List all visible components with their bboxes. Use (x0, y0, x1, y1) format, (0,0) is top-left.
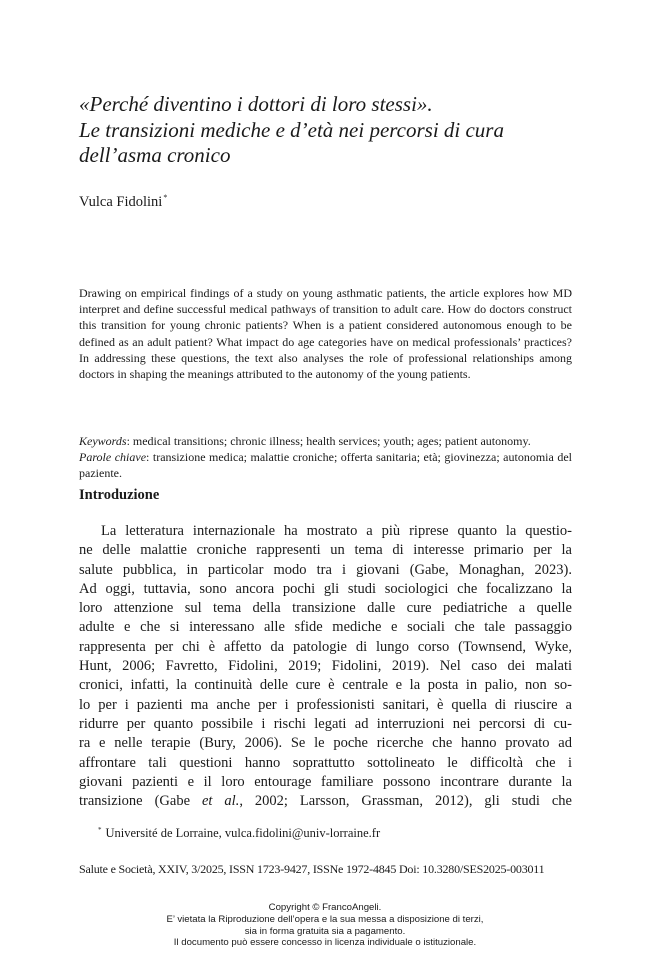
body-line: adulte e che si interessano alle sfide mediche e sociali che tale passaggio (79, 619, 572, 636)
footnote (98, 826, 380, 841)
body-text-run: transizione (Gabe (79, 793, 202, 810)
copyright-line: Il documento può essere concesso in licenza individuale o istituzionale. (173, 937, 477, 949)
body-paragraph (79, 522, 572, 811)
copyright-line: E’ vietata la Riproduzione dell’opera e la sua messa a disposizione di terzi, (166, 913, 484, 925)
footnote-marker: * (98, 826, 102, 834)
copyright-line: sia in forma gratuita sia a pagamento. (244, 925, 406, 937)
body-line (79, 792, 572, 811)
title-line: dell’asma cronico (79, 143, 231, 167)
body-line: loro attenzione sul tema della transizione dalle cure pediatriche a quelle (79, 600, 572, 617)
body-line: giovani pazienti e il loro entourage familiare possono incontrare durante la (79, 773, 572, 790)
citation-et-al: et al. (201, 793, 240, 810)
author-footnote-marker[interactable]: * (163, 193, 168, 202)
body-line: ridurre per quanto possibile i rischi legati ad interruzioni nei percorsi di cu- (79, 715, 572, 732)
copyright-notice (0, 902, 650, 949)
footnote-text: Université de Lorraine, vulca.fidolini@univ-lorraine.fr (105, 826, 381, 841)
title-line: Le transizioni mediche e d’età nei percorsi di cura (79, 117, 504, 142)
keywords-block (79, 433, 572, 482)
copyright-line: Copyright © FrancoAngeli. (268, 902, 382, 913)
body-line: salute pubblica, in particolar modo tra i giovani (Gabe, Monaghan, 2023). (79, 561, 572, 578)
article-title (79, 92, 599, 169)
body-line: ra e nelle terapie (Bury, 2006). Se le poche ricerche che hanno provato ad (79, 735, 572, 752)
body-line: rappresenta per chi è affetto da patologie di lungo corso (Townsend, Wyke, (79, 638, 572, 655)
body-line: cronici, infatti, la continuità delle cure è centrale e la posta in palio, non so- (79, 677, 572, 694)
parole-chiave-text: : transizione medica; malattie croniche; offerta sanitaria; età; giovinezza; autonomia del paziente. (79, 450, 572, 481)
keywords-text: : medical transitions; chronic illness; health services; youth; ages; patient autonomy. (126, 434, 531, 448)
body-line: Hunt, 2006; Favretto, Fidolini, 2019; Fidolini, 2019). Nel caso dei malati (79, 658, 572, 675)
section-heading: Introduzione (79, 487, 160, 503)
author-name: Vulca Fidolini (79, 193, 163, 210)
body-line: La letteratura internazionale ha mostrato a più riprese quanto la questio- (101, 523, 572, 539)
title-line: «Perché diventino i dottori di loro stessi». (79, 92, 433, 116)
body-text-run: , 2002; Larsson, Grassman, 2012), gli studi che (239, 793, 572, 810)
body-line: affrontare tali questioni hanno soprattutto sottolineato le difficoltà che i (79, 754, 572, 771)
parole-chiave-label: Parole chiave (79, 450, 147, 465)
body-line: Ad oggi, tuttavia, sono ancora pochi gli studi sociologici che focalizzano la (79, 580, 572, 597)
keywords-label: Keywords (79, 434, 127, 448)
body-line: ne delle malattie croniche rappresenti un tema di interesse primario per la (79, 542, 572, 559)
author-line (79, 193, 167, 211)
journal-citation: Salute e Società, XXIV, 3/2025, ISSN 1723-9427, ISSNe 1972-4845 Doi: 10.3280/SES2025-003011 (79, 862, 545, 876)
body-line: lo per i pazienti ma anche per i professionisti sanitari, è quella di riuscire a (79, 696, 572, 713)
abstract: Drawing on empirical findings of a study on young asthmatic patients, the article explores how MD interpret and define successful medical pathways of transition to adult care. How do doctors construct this transition for young chronic patients? When is a patient considered autonomous enough to be defined as an adult patient? What impact do age categories have on medical professionals’ practices? In addressing these questions, the text also analyses the role of professional relationships among doctors in shaping the meanings attributed to the autonomy of the young patients. (79, 286, 572, 382)
